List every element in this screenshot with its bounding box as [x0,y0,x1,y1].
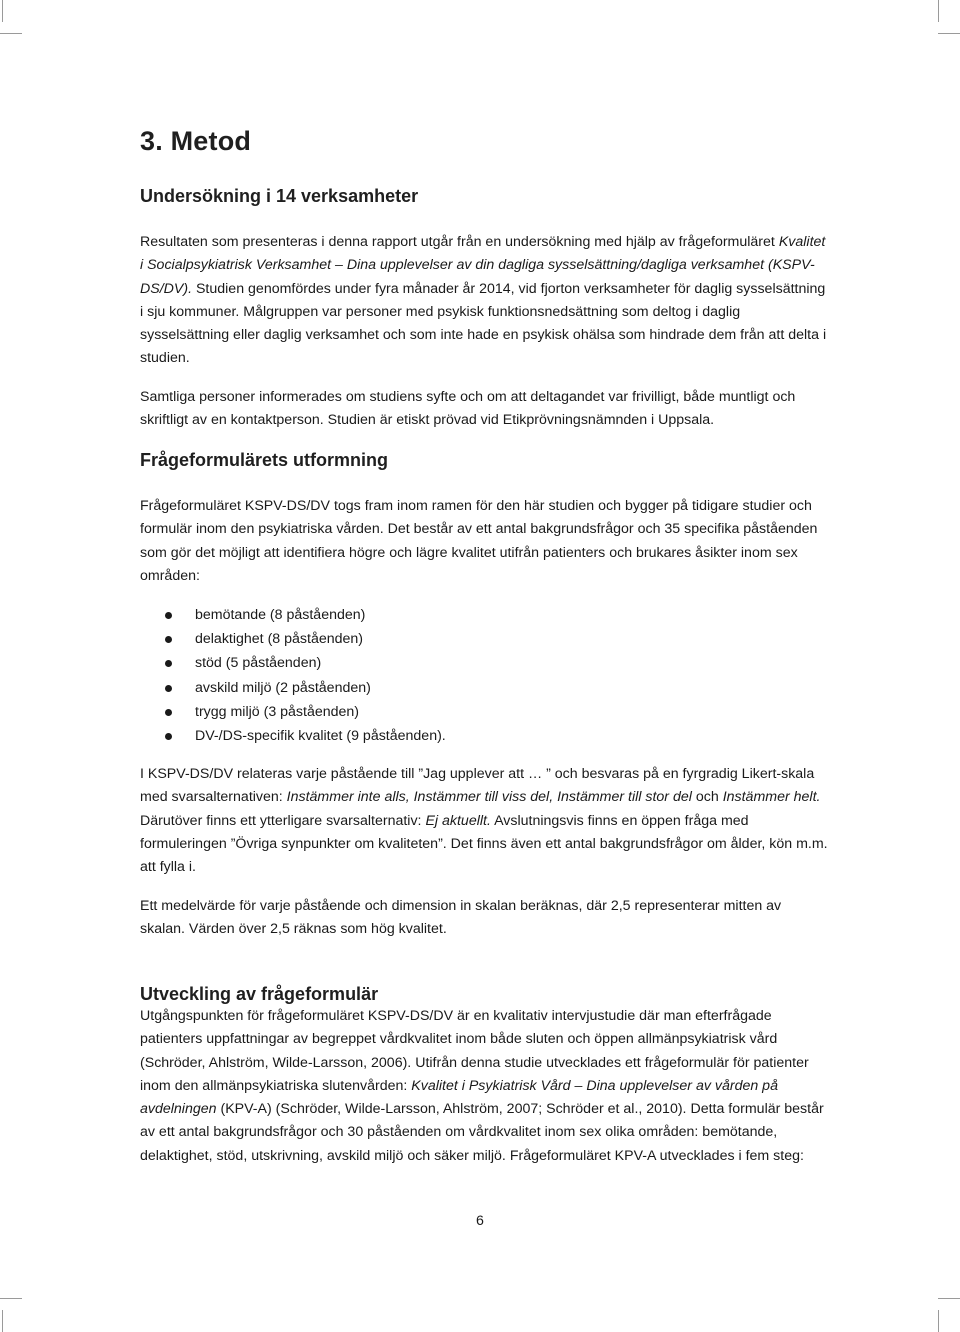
section-heading-utformning: Frågeformulärets utformning [140,450,389,470]
crop-mark-top-left-h [0,33,22,34]
section-heading-undersokning: Undersökning i 14 verksamheter [140,186,419,206]
list-item [140,651,830,675]
bullet-icon [165,733,172,740]
list-item-text: trygg miljö (3 påståenden) [195,703,360,720]
crop-mark-bottom-left-h [0,1298,22,1299]
list-item [140,603,830,627]
bullet-icon [165,612,172,619]
section-heading-utveckling: Utveckling av frågeformulär [140,984,379,1004]
paragraph-ethics: Samtliga personer informerades om studiens syfte och om att deltagandet var frivilligt, både muntligt och skriftligt av en kontaktperson. Studien är etiskt prövad vid Etikprövningsnämnden i Uppsala. [140,389,796,429]
development-text-a: Utgångspunkten för frågeformuläret KSPV-DS/DV är en kvalitativ intervjustudie där man efterfrågade patienters uppfattningar av begreppet vårdkvalitet inom både sluten och öppen allmänpsykiatrisk vård (Schröder, Ahlström, Wilde-Larsson, 2006). Utifrån denna studie utvecklades ett frågeformulär för patienter inom den allmänpsykiatriska slutenvården: [140,1008,809,1094]
list-item-text: bemötande (8 påståenden) [195,607,366,623]
likert-text-c: och [691,789,723,806]
crop-mark-bottom-right-h [938,1298,960,1299]
list-item [140,676,830,700]
bullet-icon [165,709,172,716]
likert-text-a: I KSPV-DS/DV relateras varje påstående till ”Jag upplever att … ” och besvaras på en fyrgradig Likert-skala med svarsalternativen: [140,766,815,806]
bullet-icon [165,636,172,643]
kpv-a-title-italic: Kvalitet i Psykiatrisk Vård – Dina upplevelser av vården på avdelningen [140,1077,778,1118]
questionnaire-title-italic: Kvalitet i Socialpsykiatrisk Verksamhet – Dina upplevelser av din dagliga sysselsättning/dagliga verksamhet (KSPV-DS/DV). [140,234,826,297]
list-item [140,627,830,651]
likert-options-italic: Instämmer inte alls, Instämmer till viss del, Instämmer till stor del [286,789,692,806]
paragraph-mean: Ett medelvärde för varje påstående och dimension in skalan beräknas, där 2,5 representerar mitten av skalan. Värden över 2,5 räknas som hög kvalitet. [140,898,782,938]
crop-mark-top-left [2,0,3,22]
crop-mark-bottom-right [938,1310,939,1332]
crop-mark-bottom-left [2,1310,3,1332]
paragraph-questionnaire: Frågeformuläret KSPV-DS/DV togs fram inom ramen för den här studien och bygger på tidigare studier och formulär inom den psykiatriska vården. Det består av ett antal bakgrundsfrågor och 35 specifika påståenden som gör det möjligt att identifiera högre och lägre kvalitet utifrån patienters och brukares åsikter inom sex områden: [140,498,818,584]
likert-text-g: Avslutningsvis finns en öppen fråga med formuleringen ”Övriga synpunkter om kvaliteten”. Det finns även ett antal bakgrundsfrågor om ålder, kön m.m. att fylla i. [140,812,828,876]
chapter-title: 3. Metod [140,126,252,156]
paragraph-development [140,1005,830,1168]
list-item-text: DV-/DS-specifik kvalitet (9 påståenden). [195,727,446,744]
paragraph-intro-part3: Studien genomfördes under fyra månader år 2014, vid fjorton verksamheter för daglig sysselsättning i sju kommuner. Målgruppen var personer med psykisk funktionsnedsättning som deltog i daglig sysselsättning eller daglig verksamhet och som inte hade en psykisk ohälsa som hindrade dem från att delta i studien. [140,280,827,367]
bullet-icon [165,660,172,667]
list-item [140,700,830,724]
paragraph-intro-part1: Resultaten som presenteras i denna rapport utgår från en undersökning med hjälp av frågeformuläret [140,234,779,250]
paragraph-intro [140,231,830,371]
page-number: 6 [476,1213,484,1229]
bullet-icon [165,685,172,692]
list-item-text: stöd (5 påståenden) [195,655,322,672]
likert-option-helt-italic: Instämmer helt. [722,789,821,806]
crop-mark-top-right [938,0,939,22]
list-item [140,724,830,748]
list-item-text: avskild miljö (2 påståenden) [195,679,371,696]
crop-mark-top-right-h [938,33,960,34]
likert-text-e: Därutöver finns ett ytterligare svarsalternativ: [140,812,426,829]
list-item-text: delaktighet (8 påståenden) [195,631,364,648]
development-text-c: (KPV-A) (Schröder, Wilde-Larsson, Ahlström, 2007; Schröder et al., 2010). Detta formulär består av ett antal bakgrundsfrågor och 30 påståenden om vårdkvalitet inom sex olika områden: bemötande, delaktighet, stöd, utskrivning, avskild miljö och säker miljö. Frågeformuläret KPV-A utvecklades i fem steg: [140,1101,824,1164]
areas-list [140,603,830,748]
likert-option-ej-aktuellt-italic: Ej aktuellt. [425,812,491,829]
paragraph-likert [140,763,830,879]
